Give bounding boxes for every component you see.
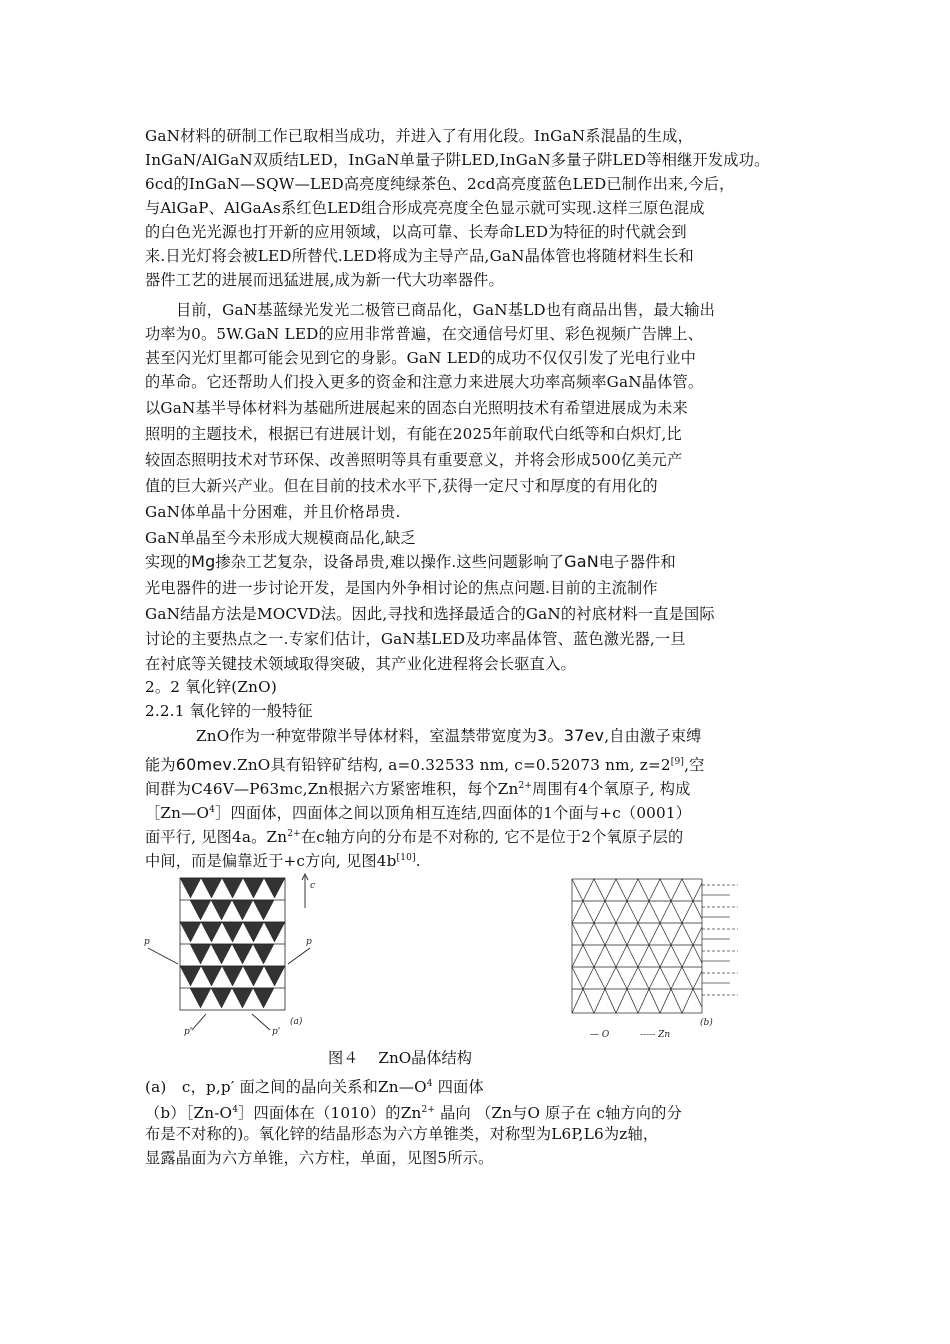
superscript: 4: [426, 1079, 433, 1089]
figure-caption: 图４ ZnO晶体结构: [328, 1049, 472, 1067]
text-line: GaN体单晶十分困难，并且价格昂贵.: [145, 503, 401, 521]
figure-4b-zn-orientation: [560, 875, 740, 1040]
text-line-start: 间群为C46V—P63mc,Zn根据六方紧密堆积，每个Zn: [145, 780, 519, 798]
text-line-end: 电子器件和: [598, 553, 676, 571]
superscript: 2+: [518, 781, 533, 791]
section-heading: 2。2 氧化锌(ZnO): [145, 678, 277, 696]
text-line: 器件工艺的进展而迅猛进展,成为新一代大功率器件。: [145, 271, 504, 289]
text-line: 讨论的主要热点之一.专家们估计，GaN基LED及功率晶体管、蓝色激光器,一旦: [145, 630, 686, 648]
text-line: 甚至闪光灯里都可能会见到它的身影。GaN LED的成功不仅仅引发了光电行业中: [145, 349, 697, 367]
text-line-start: （b）［Zn-O: [145, 1104, 233, 1122]
legend-zinc: ----- Zn: [640, 1030, 671, 1040]
text-line: GaN结晶方法是MOCVD法。因此,寻找和选择最适合的GaN的衬底材料一直是国际: [145, 605, 715, 623]
text-line: [145, 822, 683, 849]
text-line: [145, 798, 691, 825]
text-line-end: 四面体: [432, 1078, 484, 1096]
text-line-end: .: [415, 852, 421, 870]
text-line-end: ］四面体，四面体之间以顶角相互连结,四面体的1个面与+c（0001）: [215, 804, 692, 822]
text-line: 来.日光灯将会被LED所替代.LED将成为主导产品,GaN晶体管也将随材料生长和: [145, 247, 694, 265]
text-line: 显露晶面为六方单锥，六方柱，单面，见图5所示。: [145, 1149, 494, 1167]
text-line: 值的巨大新兴产业。但在目前的技术水平下,获得一定尺寸和厚度的有用化的: [145, 477, 658, 495]
text-line-start: 面平行, 见图4a。Zn: [145, 828, 288, 846]
subsection-heading: 2.2.1 氧化锌的一般特征: [145, 702, 313, 720]
text-line: 较固态照明技术对节环保、改善照明等具有重要意义，并将会形成500亿美元产: [145, 451, 683, 469]
text-line: [145, 774, 691, 801]
superscript: 4: [232, 1105, 239, 1115]
reference-mark: [9]: [670, 757, 685, 767]
text-line: [145, 1098, 682, 1125]
text-line-end: 周围有4个氧原子, 构成: [532, 780, 691, 798]
text-line: [196, 724, 702, 748]
figure-4a-zno-tetrahedra: [140, 868, 315, 1038]
bold-term: GaN: [564, 552, 599, 571]
text-line: [145, 1072, 484, 1099]
text-line: 的白色光光源也打开新的应用领域，以高可靠、长寿命LED为特征的时代就会到: [145, 223, 687, 241]
exciton-energy-value: 60mev: [175, 755, 233, 774]
legend-oxygen: — O: [590, 1030, 610, 1040]
text-line: GaN单晶至今未形成大规模商品化,缺乏: [145, 529, 416, 547]
text-line-middle: ］四面体在（1010）的Zn: [238, 1104, 422, 1122]
text-line-start: (a) c，p,p′ 面之间的晶向关系和Zn—O: [145, 1078, 427, 1096]
text-line: 与AlGaP、AlGaAs系红色LED组合形成亮亮度全色显示就可实现.这样三原色混成: [145, 199, 705, 217]
text-line-start: ［Zn—O: [145, 804, 210, 822]
text-line-end: 晶向 （Zn与O 原子在 c轴方向的分: [435, 1104, 682, 1122]
superscript: 2+: [421, 1105, 436, 1115]
text-line: 以GaN基半导体材料为基础所进展起来的固态白光照明技术有希望进展成为未来: [145, 399, 688, 417]
text-line: 目前，GaN基蓝绿光发光二极管已商品化，GaN基LD也有商品出售，最大输出: [176, 301, 716, 319]
text-line-start: ZnO作为一种宽带隙半导体材料，室温禁带宽度为: [196, 727, 538, 745]
text-line: 功率为0。5W.GaN LED的应用非常普遍，在交通信号灯里、彩色视频广告牌上、: [145, 325, 704, 343]
plane-label-p: p: [144, 937, 150, 947]
text-line: 的革命。它还帮助人们投入更多的资金和注意力来进展大功率高频率GaN晶体管。: [145, 373, 704, 391]
text-line: InGaN/AlGaN双质结LED，InGaN单量子阱LED,InGaN多量子阱LED等相继开发成功。: [145, 151, 770, 169]
text-line: GaN材料的研制工作已取相当成功，并进入了有用化段。InGaN系混晶的生成，: [145, 127, 693, 145]
figure-label-a: (a): [290, 1017, 303, 1027]
superscript: 2+: [287, 829, 301, 839]
text-line-middle: .ZnO具有铅锌矿结构, a=0.32533 nm, c=0.52073 nm, z=2: [232, 756, 671, 774]
text-line-end: ,空: [684, 756, 705, 774]
text-line: 布是不对称的)。氧化锌的结晶形态为六方单锥类，对称型为L6P,L6为z轴，: [145, 1125, 659, 1143]
text-line-start: 中间，而是偏靠近于+c方向, 见图4b: [145, 852, 397, 870]
plane-label-p: p: [306, 937, 312, 947]
plane-label-p-prime: p': [184, 1027, 193, 1037]
text-line: 在衬底等关键技术领域取得突破，其产业化进程将会长驱直入。: [145, 655, 576, 673]
bandgap-value: 3。37ev: [537, 726, 605, 745]
text-line-end: 在c轴方向的分布是不对称的, 它不是位于2个氧原子层的: [300, 828, 684, 846]
text-line: 6cd的InGaN—SQW—LED高亮度纯绿茶色、2cd高亮度蓝色LED已制作出来,今后，: [145, 175, 735, 193]
figure-label-b: (b): [700, 1018, 713, 1028]
text-line-start: 能为: [145, 756, 176, 774]
text-line: 光电器件的进一步讨论开发，是国内外争相讨论的焦点问题.目前的主流制作: [145, 579, 658, 597]
reference-mark: [10]: [396, 853, 416, 863]
superscript: 4: [209, 805, 216, 815]
text-line: [145, 550, 676, 574]
text-line-start: 实现的: [145, 553, 192, 571]
text-line: [145, 750, 705, 777]
plane-label-p-prime: p': [272, 1027, 281, 1037]
axis-label-c: c: [310, 881, 315, 891]
text-line-middle: 掺杂工艺复杂，设备昂贵,难以操作.这些问题影响了: [215, 553, 565, 571]
bold-term: Mg: [191, 552, 216, 571]
text-line-end: ,自由激子束缚: [604, 727, 702, 745]
text-line: 照明的主题技术，根据已有进展计划，有能在2025年前取代白纸等和白炽灯,比: [145, 425, 682, 443]
